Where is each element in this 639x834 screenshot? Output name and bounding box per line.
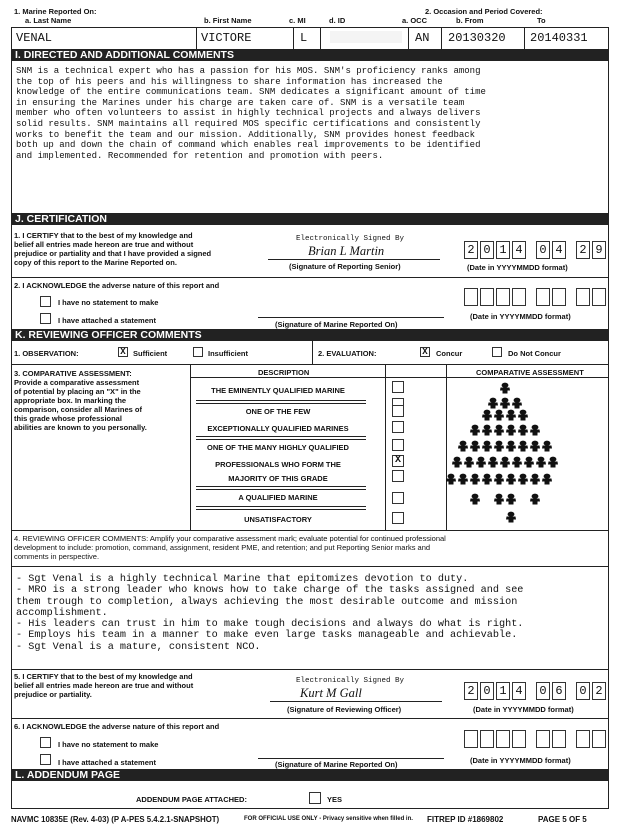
section-i-title: I. DIRECTED AND ADDITIONAL COMMENTS (11, 49, 609, 61)
date-digit: 2 (464, 241, 478, 259)
date-digit: 2 (464, 682, 478, 700)
date-digit-input[interactable] (576, 288, 590, 306)
observation-label: 1. OBSERVATION: (14, 349, 79, 358)
first-name-label: b. First Name (204, 16, 252, 25)
page-number: PAGE 5 OF 5 (538, 815, 587, 824)
description-header: DESCRIPTION (258, 368, 310, 377)
desc-professionals-who-form: PROFESSIONALS WHO FORM THE (215, 460, 341, 469)
ack-date-caption: (Date in YYYYMMDD format) (470, 312, 571, 321)
ro-comment-line: accomplishment. (16, 607, 108, 619)
rs-signature-caption: (Signature of Reporting Senior) (289, 262, 401, 271)
date-digit-input[interactable] (464, 730, 478, 748)
mi-label: c. MI (289, 16, 306, 25)
date-digit: 2 (592, 682, 606, 700)
date-digit: 9 (592, 241, 606, 259)
ro-e-signed-label: Electronically Signed By (296, 677, 405, 685)
comparative-box-4[interactable] (392, 421, 404, 433)
desc-qualified-marine: A QUALIFIED MARINE (238, 493, 318, 502)
comparative-box-1[interactable] (392, 381, 404, 393)
ro-comment-line: - MRO is a strong leader who knows how to take charge of the tasks assigned and see (16, 585, 524, 597)
section-i-comments (16, 66, 606, 161)
marine-reported-on-label: 1. Marine Reported On: (14, 7, 97, 16)
last-name-label: a. Last Name (25, 16, 72, 25)
insufficient-checkbox[interactable] (193, 347, 203, 357)
desc-many-highly-qualified: ONE OF THE MANY HIGHLY QUALIFIED (207, 443, 349, 452)
comparative-instructions: 3. COMPARATIVE ASSESSMENT: Provide a comparative assessment of potential by placing an "X" in the appropriate box. In marking the comparison, consider all Marines of this grade whose professional abilities are known to you personally. (14, 369, 147, 432)
ro-date-caption: (Date in YYYYMMDD format) (473, 705, 574, 714)
insufficient-label: Insufficient (208, 349, 249, 358)
comparative-box-9[interactable] (392, 512, 404, 524)
fouo-notice: FOR OFFICIAL USE ONLY - Privacy sensitive when filled in. (244, 816, 413, 822)
date-digit: 0 (480, 241, 494, 259)
date-digit: 6 (552, 682, 566, 700)
date-digit-input[interactable] (480, 288, 494, 306)
occ-label: a. OCC (402, 16, 428, 25)
marine-signature-caption: (Signature of Marine Reported On) (275, 320, 398, 329)
date-digit: 1 (496, 682, 510, 700)
date-digit: 4 (512, 241, 526, 259)
addendum-yes-label: YES (327, 795, 343, 804)
ro-comments-instructions: 4. REVIEWING OFFICER COMMENTS: Amplify your comparative assessment mark; evaluate potential for continued professional development to include: promotion, command, assignment, resident PME, and retention; and put Reporting Senior marks and comments in perspective. (14, 534, 446, 561)
desc-unsatisfactory: UNSATISFACTORY (244, 515, 312, 524)
date-digit-input[interactable] (552, 288, 566, 306)
rs-date-caption: (Date in YYYYMMDD format) (467, 263, 568, 272)
last-name-value: VENAL (16, 31, 53, 45)
e-signed-label: Electronically Signed By (296, 235, 405, 243)
ro-comment-line: - Sgt Venal is a mature, consistent NCO. (16, 641, 261, 653)
ro-ack-label: 6. I ACKNOWLEDGE the adverse nature of this report and (14, 722, 220, 731)
fitrep-id: FITREP ID #1869802 (427, 815, 504, 824)
addendum-attached-label: ADDENDUM PAGE ATTACHED: (136, 795, 247, 804)
to-label: To (537, 16, 546, 25)
ro-comment-line: - Employs his team in a manner to make even large tasks manageable and achievable. (16, 630, 518, 642)
id-value-redacted (330, 31, 402, 43)
comparative-box-8[interactable] (392, 492, 404, 504)
ro-ack-date-caption: (Date in YYYYMMDD format) (470, 756, 571, 765)
date-digit: 0 (576, 682, 590, 700)
addendum-yes-checkbox[interactable] (309, 792, 321, 804)
do-not-concur-checkbox[interactable] (492, 347, 502, 357)
comment-line: the top of his peers and his willingness to share information has increased the (16, 76, 443, 87)
ro-signature-caption: (Signature of Reviewing Officer) (287, 705, 402, 714)
date-digit: 0 (536, 241, 550, 259)
section-l-title: L. ADDENDUM PAGE (11, 769, 609, 781)
comment-line: both up and down the chain of command which enables real improvements to be identified (16, 140, 481, 151)
date-digit-input[interactable] (536, 730, 550, 748)
marine-pyramid-icon (440, 380, 560, 530)
ro-no-statement-checkbox[interactable] (40, 737, 51, 748)
certify-statement: 1. I CERTIFY that to the best of my knowledge and belief all entries made hereon are true and without prejudice or partiality and that I have provided a signed copy of this report to the Marine Reported on. (14, 231, 212, 267)
comment-line: and implemented. Recommended for retention and promotion with peers. (16, 150, 384, 161)
date-digit-input[interactable] (552, 730, 566, 748)
comparative-header: COMPARATIVE ASSESSMENT (476, 368, 584, 377)
ro-marine-signature-caption: (Signature of Marine Reported On) (275, 760, 398, 769)
date-digit-input[interactable] (464, 288, 478, 306)
date-digit-input[interactable] (592, 288, 606, 306)
date-digit: 0 (536, 682, 550, 700)
id-label: d. ID (329, 16, 346, 25)
sufficient-label: Sufficient (133, 349, 168, 358)
date-digit-input[interactable] (480, 730, 494, 748)
ack-label: 2. I ACKNOWLEDGE the adverse nature of this report and (14, 281, 220, 290)
ro-comments (16, 574, 523, 653)
date-digit-input[interactable] (592, 730, 606, 748)
date-digit-input[interactable] (576, 730, 590, 748)
no-statement-label: I have no statement to make (58, 298, 159, 307)
reviewing-officer-signature: Kurt M Gall (300, 686, 362, 700)
comment-line: works to benefit the team and our mission. Additionally, SNM provides honest feedback (16, 129, 476, 140)
section-j-title: J. CERTIFICATION (11, 213, 609, 225)
attached-statement-checkbox[interactable] (40, 313, 51, 324)
to-value: 20140331 (530, 31, 588, 45)
from-value: 20130320 (448, 31, 506, 45)
date-digit-input[interactable] (496, 288, 510, 306)
ro-attached-statement-checkbox[interactable] (40, 754, 51, 765)
no-statement-checkbox[interactable] (40, 296, 51, 307)
reporting-senior-signature: Brian L Martin (308, 244, 385, 258)
from-label: b. From (456, 16, 484, 25)
ro-comment-line: them trough to completion, always achieving the most desirable outcome and mission (16, 596, 518, 608)
ro-comment-line: - His leaders can trust in him to make tough decisions and always do what is right. (16, 619, 524, 631)
occasion-label: 2. Occasion and Period Covered: (425, 7, 543, 16)
comment-line: in ensuring the Marines under his charge are taken care of. SNM is a versatile team (16, 97, 465, 108)
comment-line: member who often volunteers to assist in highly technical projects and always delivers (16, 108, 481, 119)
comparative-box-5[interactable] (392, 439, 404, 451)
comment-line: SNM is a technical expert who has a passion for his MOS. SNM's proficiency ranks among (16, 66, 481, 76)
ro-attached-statement-label: I have attached a statement (58, 758, 156, 767)
comment-line: knowledge of the entire communications team. SNM dedicates a significant amount of time (16, 87, 486, 98)
date-digit: 1 (496, 241, 510, 259)
date-digit: 4 (512, 682, 526, 700)
attached-statement-label: I have attached a statement (58, 316, 156, 325)
desc-majority-of-grade: MAJORITY OF THIS GRADE (228, 474, 328, 483)
comparative-box-7[interactable] (392, 470, 404, 482)
concur-label: Concur (436, 349, 463, 358)
concur-checkbox[interactable]: X (420, 347, 430, 357)
desc-eminently-qualified: THE EMINENTLY QUALIFIED MARINE (211, 386, 345, 395)
evaluation-label: 2. EVALUATION: (318, 349, 377, 358)
section-k-title: K. REVIEWING OFFICER COMMENTS (11, 329, 609, 341)
do-not-concur-label: Do Not Concur (508, 349, 561, 358)
comparative-box-6-marked[interactable]: X (392, 455, 404, 467)
date-digit: 0 (480, 682, 494, 700)
date-digit: 4 (552, 241, 566, 259)
form-id: NAVMC 10835E (Rev. 4-03) (P A-PES 5.4.2.1-SNAPSHOT) (11, 815, 220, 824)
ro-certify-statement: 5. I CERTIFY that to the best of my knowledge and belief all entries made hereon are true and without prejudice or partiality. (14, 672, 194, 699)
comparative-box-3[interactable] (392, 405, 404, 417)
comment-line: solid results. SNM maintains all required MOS specific certifications and consistently (16, 118, 481, 129)
date-digit-input[interactable] (512, 288, 526, 306)
desc-one-of-few: ONE OF THE FEW (245, 407, 311, 416)
desc-exceptionally-qualified: EXCEPTIONALLY QUALIFIED MARINES (207, 424, 349, 433)
date-digit: 2 (576, 241, 590, 259)
ro-comment-line: - Sgt Venal is a highly technical Marine that epitomizes devotion to duty. (16, 574, 469, 585)
sufficient-checkbox[interactable]: X (118, 347, 128, 357)
first-name-value: VICTORE (201, 31, 252, 45)
date-digit-input[interactable] (536, 288, 550, 306)
date-digit-input[interactable] (496, 730, 510, 748)
ro-no-statement-label: I have no statement to make (58, 740, 159, 749)
date-digit-input[interactable] (512, 730, 526, 748)
mi-value: L (300, 31, 308, 45)
occ-value: AN (415, 31, 430, 45)
